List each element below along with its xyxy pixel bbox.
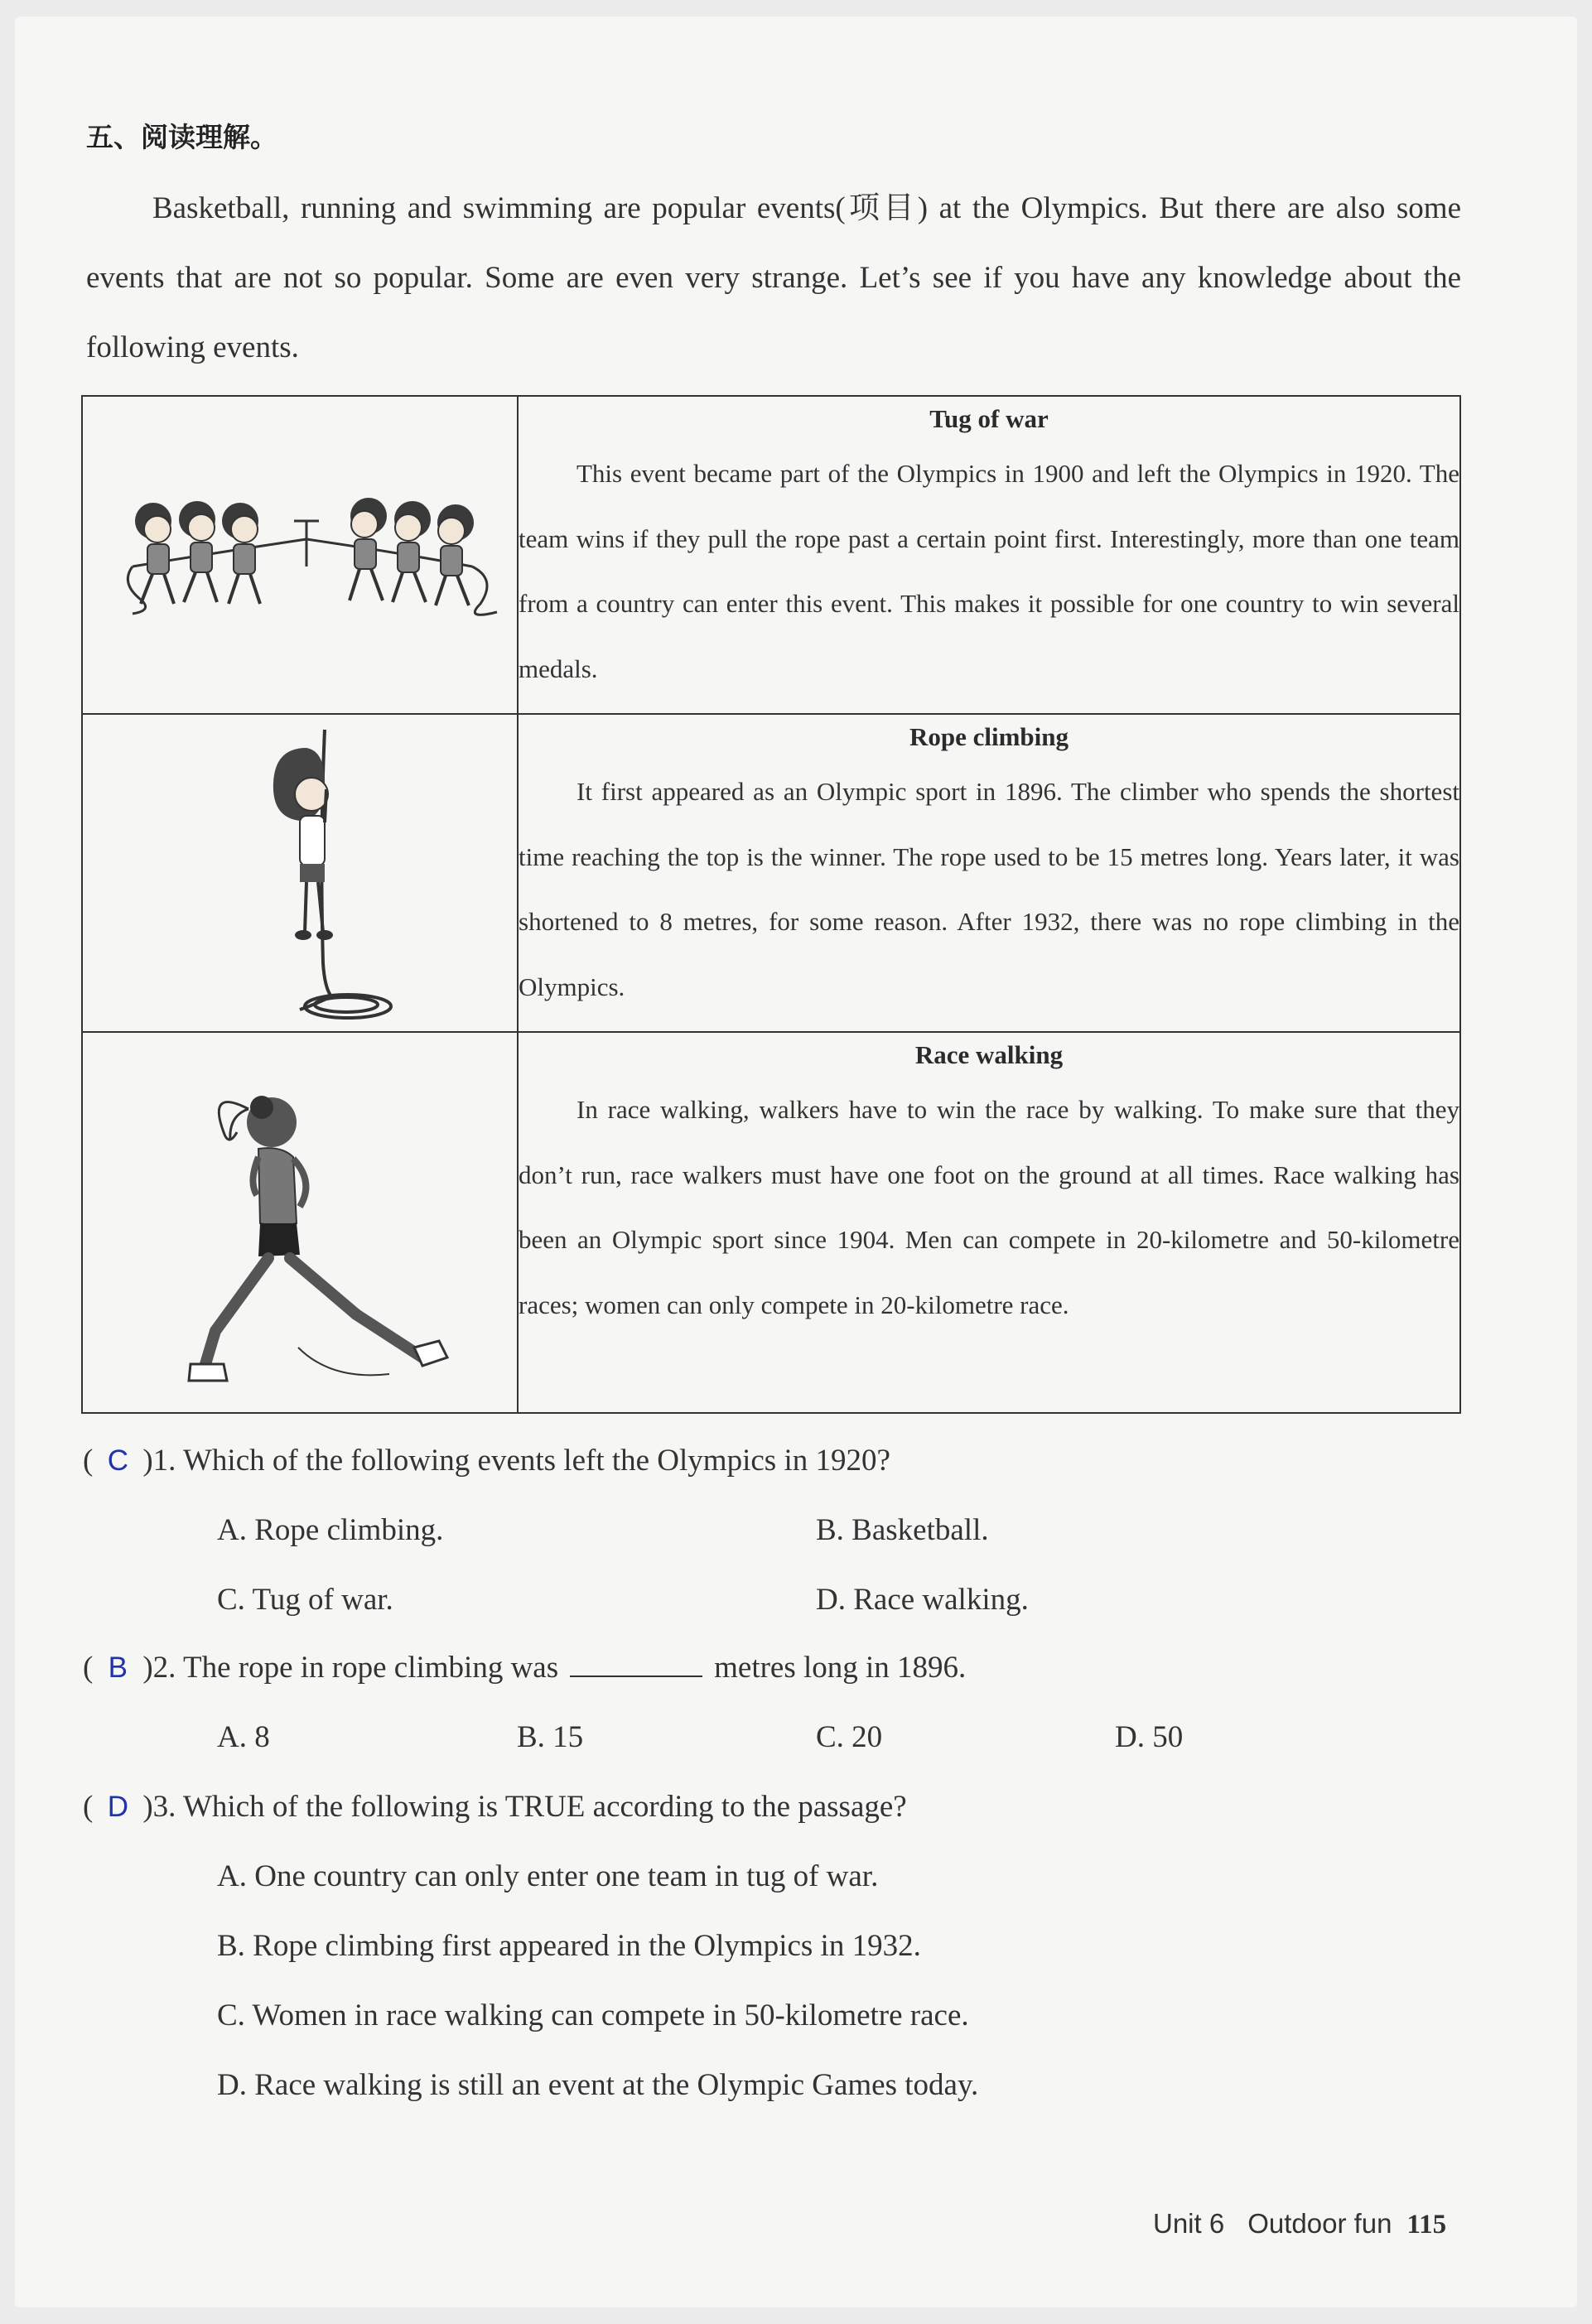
q2-option-a: A. 8: [217, 1720, 270, 1754]
q1-option-a: A. Rope climbing.: [217, 1513, 444, 1547]
answer-1: C: [107, 1444, 128, 1477]
race-walking-illustration-cell: [82, 1032, 518, 1413]
page-number: 115: [1406, 2210, 1447, 2240]
answer-3: D: [107, 1791, 128, 1823]
question-3-text: Which of the following is TRUE according to the passage?: [183, 1790, 907, 1824]
answer-blank: [570, 1651, 702, 1677]
tug-of-war-illustration: [83, 397, 517, 715]
event-title-rope-climbing: Rope climbing: [909, 722, 1069, 751]
q3-option-b: B. Rope climbing first appeared in the Olympics in 1932.: [217, 1929, 921, 1963]
q1-option-c: C. Tug of war.: [217, 1583, 393, 1617]
tug-of-war-illustration-cell: [82, 396, 518, 714]
question-3-number: )3.: [142, 1790, 176, 1824]
event-body-race-walking: In race walking, walkers have to win the race by walking. To make sure that they don’t run, race walkers must have one foot on the ground at all times. Race walking has been an Olympic sport since 1904. Men can compete in 20-kilometre and 50-kilometre races; women can only compete in 20-kilometre race.: [519, 1095, 1459, 1319]
answer-2: B: [108, 1651, 128, 1684]
q3-option-a: A. One country can only enter one team in tug of war.: [217, 1859, 879, 1893]
footer-title: Outdoor fun: [1247, 2208, 1392, 2239]
question-2: ( B )2. The rope in rope climbing was metres long in 1896.: [83, 1651, 967, 1685]
rope-climbing-illustration: [83, 715, 517, 1033]
tug-of-war-text-cell: [518, 396, 1460, 714]
question-1-text: Which of the following events left the Olympics in 1920?: [183, 1444, 890, 1478]
q1-option-b: B. Basketball.: [816, 1513, 989, 1547]
question-2-number: )2.: [142, 1651, 176, 1685]
footer-unit: Unit 6: [1153, 2208, 1225, 2239]
event-title-race-walking: Race walking: [914, 1040, 1064, 1069]
intro-paragraph: Basketball, running and swimming are popular events(项目) at the Olympics. But there are also some events that are not so popular. Some are even very strange. Let’s see if you have any knowledge about the following events.: [86, 191, 1461, 364]
question-1-number: )1.: [142, 1444, 176, 1478]
q3-option-d: D. Race walking is still an event at the Olympic Games today.: [217, 2068, 979, 2102]
q2-option-d: D. 50: [1115, 1720, 1184, 1754]
race-walking-text-cell: [518, 1032, 1460, 1413]
event-body-tug-of-war: This event became part of the Olympics in 1900 and left the Olympics in 1920. The team wins if they pull the rope past a certain point first. Interestingly, more than one team from a country can enter this event. This makes it possible for one country to win several medals.: [519, 459, 1459, 683]
event-body-rope-climbing: It first appeared as an Olympic sport in 1896. The climber who spends the shortest time reaching the top is the winner. The rope used to be 15 metres long. Years later, it was shortened to 8 metres, for some reason. After 1932, there was no rope climbing in the Olympics.: [519, 777, 1459, 1001]
question-3: ( D )3. Which of the following is TRUE according to the passage?: [83, 1790, 907, 1824]
q3-option-c: C. Women in race walking can compete in 50-kilometre race.: [217, 1999, 969, 2032]
rope-climbing-illustration-cell: [82, 714, 518, 1032]
question-1: ( C )1. Which of the following events left the Olympics in 1920?: [83, 1444, 890, 1478]
q2-option-c: C. 20: [816, 1720, 883, 1754]
q1-option-d: D. Race walking.: [816, 1583, 1029, 1617]
q2-option-b: B. 15: [517, 1720, 584, 1754]
rope-climbing-text-cell: [518, 714, 1460, 1032]
page-footer: [1153, 2208, 1446, 2240]
section-title: 五、阅读理解。: [86, 121, 277, 153]
question-2-text-after: metres long in 1896.: [714, 1651, 967, 1685]
question-2-text-before: The rope in rope climbing was: [183, 1651, 559, 1685]
events-table: [81, 395, 1461, 1414]
race-walking-illustration: [83, 1033, 517, 1414]
event-title-tug-of-war: Tug of war: [929, 404, 1049, 433]
